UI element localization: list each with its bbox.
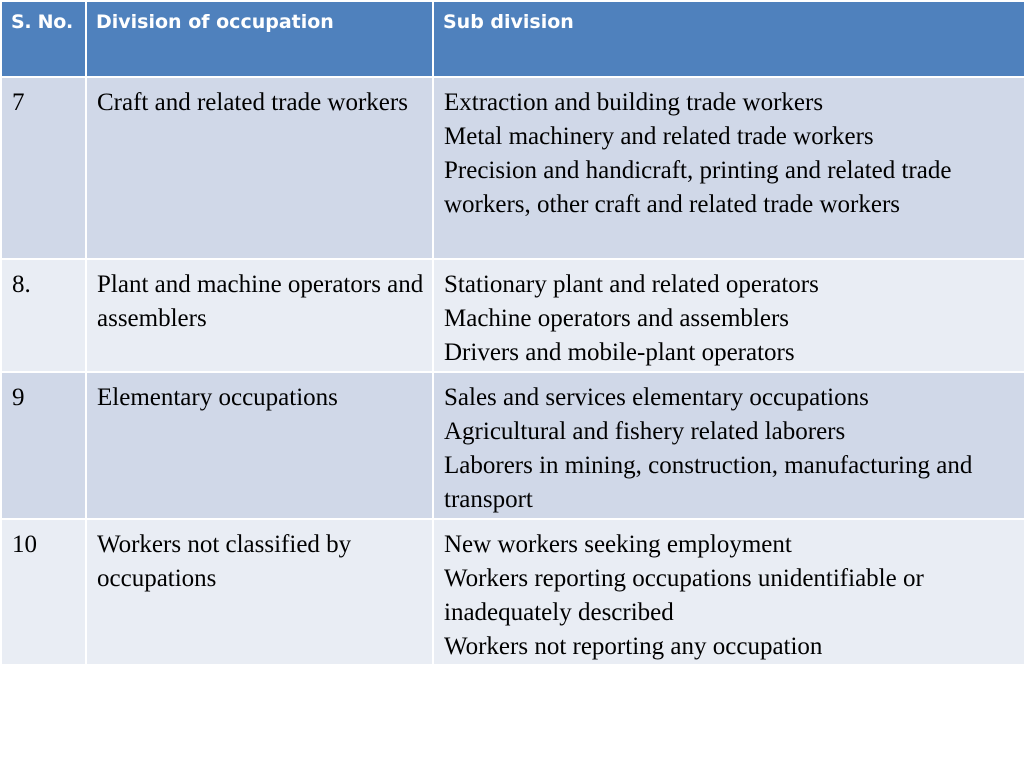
table-row bbox=[1, 77, 1024, 259]
subdivision-item: Workers reporting occupations unidentifiable or inadequately described bbox=[444, 565, 924, 626]
subdivision-item: Stationary plant and related operators bbox=[444, 271, 819, 298]
cell-subdivision bbox=[433, 372, 1024, 519]
table-row bbox=[1, 259, 1024, 372]
cell-division: Elementary occupations bbox=[86, 372, 433, 519]
table-row bbox=[1, 372, 1024, 519]
cell-division: Plant and machine operators and assemblers bbox=[86, 259, 433, 372]
subdivision-item: Agricultural and fishery related laborers bbox=[444, 418, 846, 445]
cell-subdivision bbox=[433, 259, 1024, 372]
cell-sno: 8. bbox=[1, 259, 86, 372]
subdivision-item: Precision and handicraft, printing and related trade workers, other craft and related trade workers bbox=[444, 157, 952, 218]
cell-sno: 10 bbox=[1, 519, 86, 665]
header-sno: S. No. bbox=[1, 1, 86, 77]
cell-subdivision bbox=[433, 519, 1024, 665]
cell-sno: 9 bbox=[1, 372, 86, 519]
cell-subdivision bbox=[433, 77, 1024, 259]
subdivision-item: Drivers and mobile-plant operators bbox=[444, 339, 795, 366]
subdivision-item: Workers not reporting any occupation bbox=[444, 633, 823, 660]
subdivision-item: Metal machinery and related trade workers bbox=[444, 123, 874, 150]
table-row bbox=[1, 519, 1024, 665]
cell-division: Workers not classified by occupations bbox=[86, 519, 433, 665]
table-header-row bbox=[1, 1, 1024, 77]
cell-sno: 7 bbox=[1, 77, 86, 259]
subdivision-item: Laborers in mining, construction, manufacturing and transport bbox=[444, 452, 973, 513]
header-subdivision: Sub division bbox=[433, 1, 1024, 77]
header-division: Division of occupation bbox=[86, 1, 433, 77]
subdivision-item: Machine operators and assemblers bbox=[444, 305, 790, 332]
subdivision-item: Sales and services elementary occupations bbox=[444, 384, 869, 411]
subdivision-item: Extraction and building trade workers bbox=[444, 89, 824, 116]
cell-division: Craft and related trade workers bbox=[86, 77, 433, 259]
subdivision-item: New workers seeking employment bbox=[444, 531, 792, 558]
